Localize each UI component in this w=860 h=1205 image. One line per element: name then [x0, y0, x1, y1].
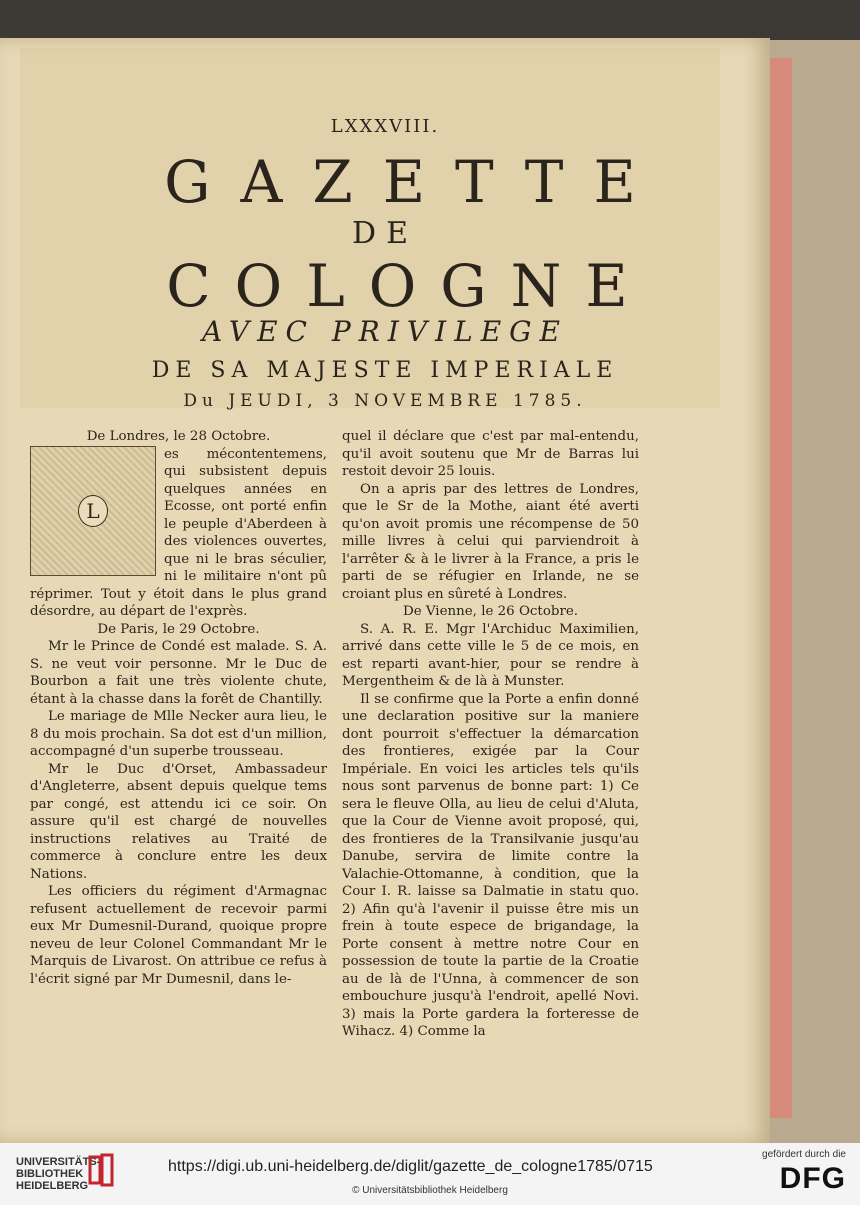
copyright-notice: © Universitätsbibliothek Heidelberg	[352, 1185, 508, 1196]
logo-line-3: HEIDELBERG	[16, 1180, 89, 1192]
vienna-dateline: De Vienne, le 26 Octobre.	[402, 604, 579, 619]
title-gazette: GAZETTE	[164, 148, 666, 216]
dfg-logo[interactable]: DFG	[779, 1162, 846, 1195]
left-column	[30, 428, 327, 988]
right-column	[342, 428, 639, 1041]
london-dateline: De Londres, le 28 Octobre.	[86, 429, 271, 444]
logo-line-2: BIBLIOTHEK	[16, 1168, 84, 1180]
initial-letter: L	[78, 495, 108, 527]
majesty-line: DE SA MAJESTE IMPERIALE	[151, 358, 619, 383]
issue-date: Du JEUDI, 3 NOVEMBRE 1785.	[183, 391, 587, 411]
ornamental-initial	[30, 446, 156, 576]
permalink-url[interactable]: https://digi.ub.uni-heidelberg.de/diglit/gazette_de_cologne1785/0715	[168, 1158, 653, 1175]
vienna-paragraph-2: Il se confirme que la Porte a enfin donné une declaration positive sur la maniere dont pourroit s'effectuer la démarcation des frontieres, exigée par la Cour Impériale. En voici les articles tels qu'ils nous sont parvenus de bonne part: 1) Ce sera le fleuve Olla, au lieu de celui d'Aluta, que la Cour de Vienne avoit proposé, qui, des frontieres de la Transilvanie jusqu'au Danube, servira de limite contre la Valachie-Ottomanne, à condition, que la Cour I. R. laisse sa Dalmatie in statu quo. 2) Afin qu'à l'avenir il puisse être mis un frein à toute espece de brigandage, la Porte consent à mettre notre Cour en possession de toute la partie de la Croatie au de là de l'Unna, à commencer de son embouchure jusqu'à l'endroit, apellé Novi. 3) mais la Porte gardera la forteresse de Wihacz. 4) Comme la	[342, 691, 639, 1039]
issue-number: LXXXVIII.	[330, 116, 440, 137]
paris-paragraph-4: Les officiers du régiment d'Armagnac refusent actuellement de recevoir parmi eux Mr Dumesnil-Durand, quoique propre neveu de leur Colonel Commandant Mr le Marquis de Livarost. On attribue ce refus à l'écrit signé par Mr Dumesnil, dans le-	[30, 884, 327, 987]
paris-paragraph-3: Mr le Duc d'Orset, Ambassadeur d'Angleterre, absent depuis quelque tems par congé, est attendu ici ce soir. On assure qu'il est chargé de nouvelles instructions relatives au Traité de commerce à conclure entre les deux Nations.	[30, 761, 327, 882]
funded-by-label: gefördert durch die	[762, 1149, 846, 1160]
title-de: DE	[352, 216, 418, 251]
title-cologne: COLOGNE	[166, 252, 652, 320]
paris-dateline: De Paris, le 29 Octobre.	[97, 621, 260, 637]
ub-logo-icon	[88, 1153, 116, 1187]
newspaper-page	[0, 38, 770, 1143]
london-letters-paragraph: On a apris par des lettres de Londres, que le Sr de la Mothe, aiant été averti qu'on avoit promis une récompense de 50 mille livres à celui qui parviendroit à l'arrêter & à le livrer à la France, a pris le parti de se réfugier en Irlande, ne se croiant plus en sûreté à Londres.	[342, 481, 639, 602]
privilege-line: AVEC PRIVILEGE	[202, 315, 568, 348]
library-footer	[0, 1143, 860, 1205]
london-article: es mécontentemens, qui subsistent depuis quelques années en Ecosse, ont porté enfin le peuple d'Aberdeen à des violences ouvertes, que ni le bras séculier, ni le militaire n'ont pû réprimer. Tout y étoit dans le plus grand désordre, au départ de l'exprès.	[30, 446, 327, 619]
paris-paragraph-1: Mr le Prince de Condé est malade. S. A. S. ne veut voir personne. Mr le Duc de Bourbon a fait une très violente chute, étant à la chasse dans la forêt de Chantilly.	[30, 639, 327, 707]
paris-continuation: quel il déclare que c'est par mal-entendu, qu'il avoit soutenu que Mr de Barras lui restoit devoir 25 louis.	[342, 429, 639, 479]
logo-line-1: UNIVERSITÄTS-	[16, 1156, 101, 1168]
paris-paragraph-2: Le mariage de Mlle Necker aura lieu, le 8 du mois prochain. Sa dot est d'un million, accompagné d'un superbe trousseau.	[30, 709, 327, 759]
vienna-paragraph-1: S. A. R. E. Mgr l'Archiduc Maximilien, arrivé dans cette ville le 5 de ce mois, en est reparti avant-hier, pour se rendre à Mergentheim & de là à Munster.	[342, 621, 639, 689]
